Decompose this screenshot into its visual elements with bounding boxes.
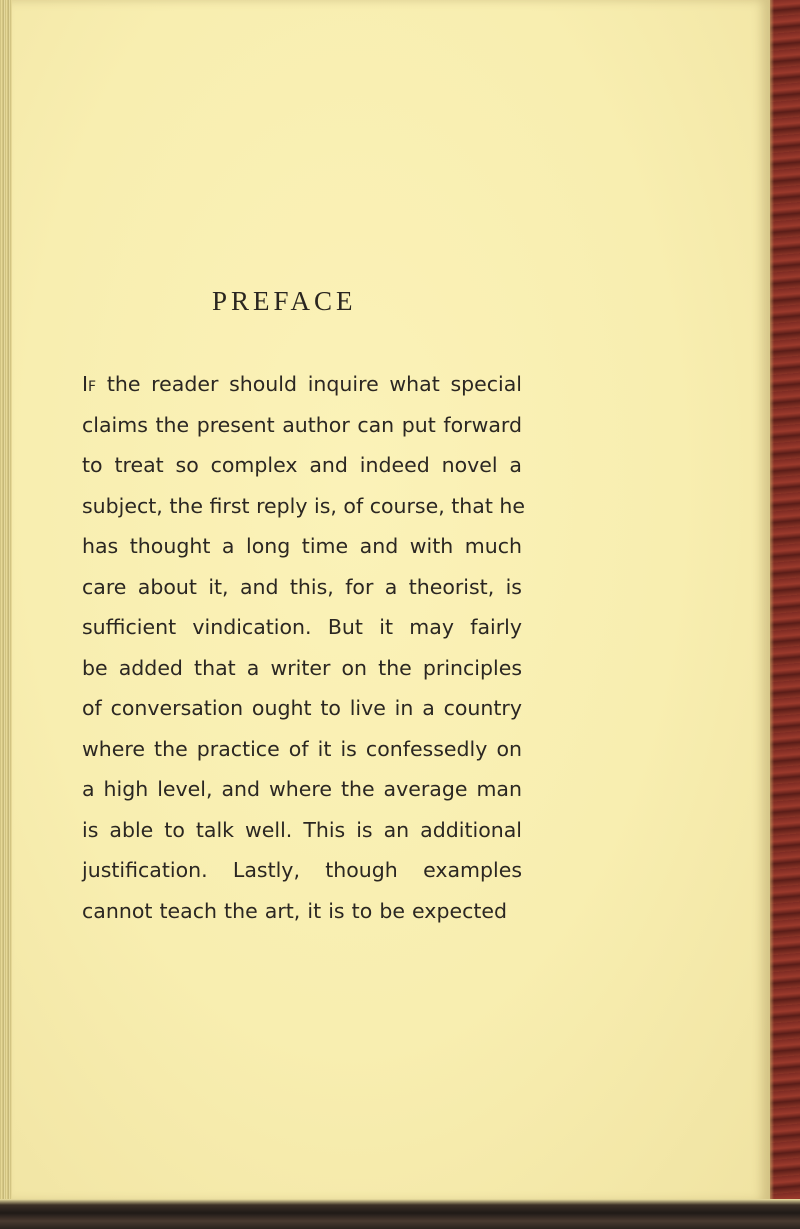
lead-in-smallcaps: If — [82, 372, 97, 396]
page-title: PREFACE — [212, 286, 357, 316]
book-spine — [768, 0, 800, 1229]
preface-body — [82, 364, 526, 931]
text-line-11: a high level, and where the average man — [82, 777, 522, 801]
text-line-14: cannot teach the art, it is to be expected — [82, 898, 507, 923]
text-line-5: has thought a long time and with much — [82, 534, 522, 558]
text-line-10: where the practice of it is confessedly on — [82, 736, 522, 761]
text-line-1-rest: the reader should inquire what special — [96, 372, 522, 396]
page-bottom-edge — [0, 1199, 800, 1229]
text-line-12: is able to talk well. This is an additional — [82, 817, 522, 842]
text-line-13: justification. Lastly, though examples — [82, 858, 522, 882]
text-line-2: claims the present author can put forward — [82, 412, 522, 437]
text-line-6: care about it, and this, for a theorist, is — [82, 574, 522, 599]
text-line-7: sufficient vindication. But it may fairly — [82, 615, 522, 639]
text-line-9: of conversation ought to live in a country — [82, 696, 522, 720]
book-page — [12, 0, 770, 1202]
text-line-3: to treat so complex and indeed novel a — [82, 453, 522, 477]
text-line-1 — [82, 364, 522, 405]
text-line-4: subject, the first reply is, of course, that he — [82, 493, 526, 518]
text-line-8: be added that a writer on the principles — [82, 655, 522, 680]
